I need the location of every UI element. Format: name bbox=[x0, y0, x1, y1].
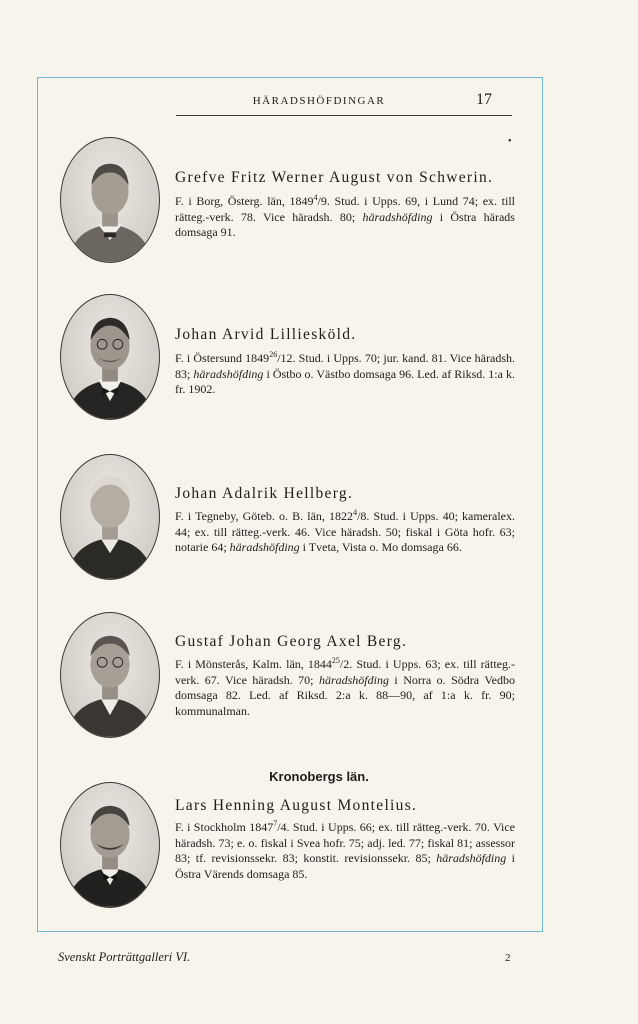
section-heading: Kronobergs län. bbox=[269, 769, 369, 784]
footer-book-title: Svenskt Porträttgalleri VI. bbox=[58, 950, 191, 964]
portrait-photo bbox=[60, 782, 160, 908]
portrait-photo bbox=[60, 294, 160, 420]
portrait-photo bbox=[60, 137, 160, 263]
biography: F. i Tegneby, Göteb. o. B. län, 1822$^4$/8. Stud. i Upps. 40; kameralex. 44; ex. till rätteg.-verk. 46. Vice häradsh. 50; fiskal i Göta hofr. 63; notarie 64; häradshöfding i Tveta, Vista o. Mo domsaga 66. bbox=[175, 508, 515, 554]
biography: F. i Borg, Österg. län, 1849$^4$/9. Stud. i Upps. 69, i Lund 74; ex. till rätteg.-verk. 78. Vice häradsh. 80; häradshöfding i Östra härads domsaga 91. bbox=[175, 193, 516, 239]
header-rule bbox=[176, 115, 512, 116]
portrait-photo bbox=[60, 612, 160, 738]
running-header: HÄRADSHÖFDINGAR bbox=[252, 95, 386, 107]
person-name: Lars Henning August Montelius. bbox=[175, 797, 418, 814]
person-name: Johan Arvid Lilliesköld. bbox=[175, 326, 357, 343]
footer-signature-mark: 2 bbox=[505, 952, 511, 964]
ink-dot: • bbox=[508, 136, 512, 147]
biography: F. i Stockholm 1847$^7$/4. Stud. i Upps. 66; ex. till rätteg.-verk. 70. Vice häradsh. 73; e. o. fiskal i Svea hofr. 75; adj. led. 77; fiskal 81; assessor 83; tf. revisionssekr. 83; konstit. revisionssekr. 85; häradshöfding i Östra Värends domsaga 85. bbox=[175, 819, 515, 881]
biography: F. i Östersund 1849$^{26}$/12. Stud. i Upps. 70; jur. kand. 81. Vice häradsh. 83; häradshöfding i Östbo o. Västbo domsaga 96. Led. af Riksd. 1:a k. fr. 1902. bbox=[175, 350, 515, 396]
portrait-photo bbox=[60, 454, 160, 580]
person-name: Grefve Fritz Werner August von Schwerin. bbox=[175, 169, 494, 186]
person-name: Gustaf Johan Georg Axel Berg. bbox=[175, 633, 408, 650]
page-number: 17 bbox=[476, 91, 492, 108]
person-name: Johan Adalrik Hellberg. bbox=[175, 485, 354, 502]
biography: F. i Mönsterås, Kalm. län, 1844$^{25}$/2. Stud. i Upps. 63; ex. till rätteg.-verk. 67. Vice häradsh. 70; häradshöfding i Norra o. Södra Vedbo domsaga 82. Led. af Riksd. 2:a k. 88—90, af 1:a k. fr. 90; kommunalman. bbox=[175, 656, 515, 718]
